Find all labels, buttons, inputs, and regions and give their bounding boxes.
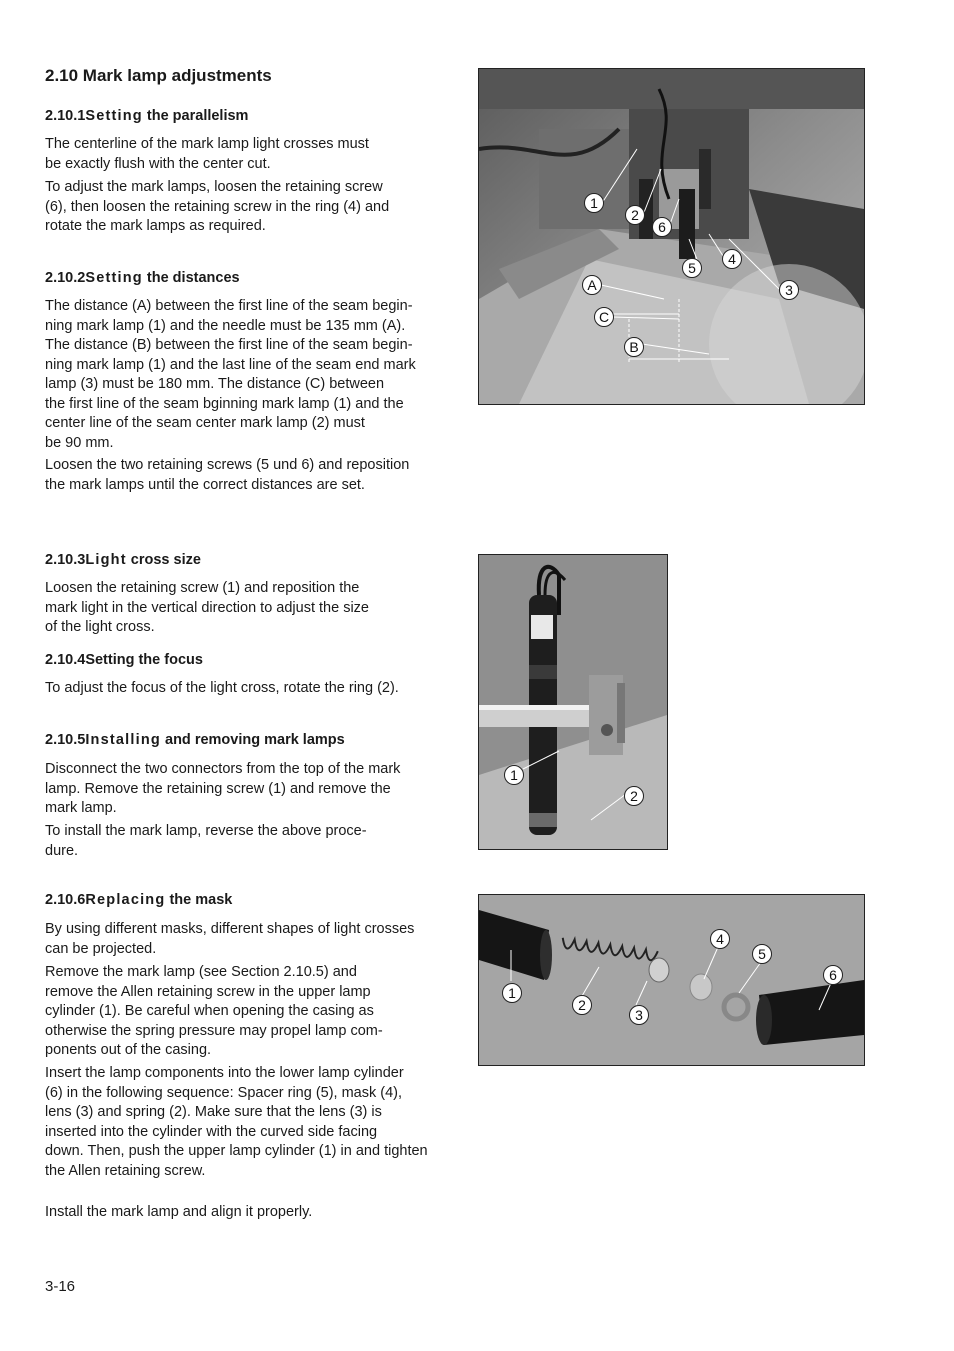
paragraph-2-10-6-d [45,1203,465,1223]
line: The distance (B) between the first line of the seam begin- [45,337,413,353]
paragraph-2-10-2-a [45,297,465,453]
heading-number: 2.10.1 [45,108,86,124]
line: The distance (A) between the first line of the seam begin- [45,298,413,314]
line: can be projected. [45,940,157,957]
figure-machine-overview [478,68,865,405]
heading-rest: the distances [146,270,240,286]
line: (6) in the following sequence: Spacer ring (5), mask (4), [45,1084,403,1101]
line: inserted into the cylinder with the curved side facing [45,1123,378,1140]
line: Disconnect the two connectors from the top of the mark [45,761,401,777]
heading-number: 2.10.6 [45,892,86,908]
line: be 90 mm. [45,434,114,451]
line: ning mark lamp (1) and the needle must be 135 mm (A). [45,317,406,334]
heading-rest: the mask [169,892,233,908]
callout-2: 2 [572,995,592,1015]
paragraph-2-10-3 [45,579,465,638]
heading-word: Setting [85,270,143,286]
line: mark light in the vertical direction to adjust the size [45,599,369,616]
heading-2-10-6 [45,892,232,908]
callout-4: 4 [722,249,742,269]
line: the mark lamps until the correct distances are set. [45,476,365,493]
figure-mark-lamp [478,554,668,850]
line: Remove the mark lamp (see Section 2.10.5) and [45,964,357,980]
callout-A: A [582,275,602,295]
line: dure. [45,842,79,859]
section-title: 2.10 Mark lamp adjustments [45,66,272,85]
heading-2-10-5 [45,732,345,748]
callout-1: 1 [504,765,524,785]
line: the first line of the seam bginning mark lamp (1) and the [45,395,404,412]
line: By using different masks, different shapes of light crosses [45,921,415,937]
paragraph-2-10-6-a [45,920,465,959]
callout-B: B [624,337,644,357]
heading-word: Light [85,552,127,568]
heading-2-10-4: 2.10.4Setting the focus [45,652,203,668]
paragraph-2-10-4 [45,679,465,699]
paragraph-2-10-1-a [45,135,465,174]
callout-5: 5 [752,944,772,964]
paragraph-2-10-2-b [45,456,465,495]
heading-number: 2.10.3 [45,552,86,568]
callout-3: 3 [779,280,799,300]
line: center line of the seam center mark lamp (2) must [45,415,365,431]
heading-number: 2.10.2 [45,270,86,286]
line: To adjust the focus of the light cross, rotate the ring (2). [45,680,399,696]
paragraph-2-10-1-b [45,178,465,237]
line: cylinder (1). Be careful when opening the casing as [45,1003,374,1019]
callout-2: 2 [625,205,645,225]
callout-6: 6 [652,217,672,237]
paragraph-2-10-5-a [45,760,465,819]
callout-1: 1 [502,983,522,1003]
figure-lamp-exploded [478,894,865,1066]
heading-2-10-3 [45,552,201,568]
heading-word: Installing [85,732,161,748]
line: Loosen the retaining screw (1) and reposition the [45,580,360,596]
line: of the light cross. [45,619,155,635]
line: ponents out of the casing. [45,1042,212,1058]
heading-2-10-1 [45,108,248,124]
paragraph-2-10-5-b [45,822,465,861]
line: ning mark lamp (1) and the last line of the seam end mark [45,356,416,373]
line: (6), then loosen the retaining screw in the ring (4) and [45,198,390,215]
line: lens (3) and spring (2). Make sure that the lens (3) is [45,1104,382,1120]
line: the Allen retaining screw. [45,1162,206,1179]
line: lamp (3) must be 180 mm. The distance (C) between [45,376,385,392]
line: rotate the mark lamps as required. [45,218,266,234]
callout-5: 5 [682,258,702,278]
heading-2-10-2 [45,270,240,286]
line: down. Then, push the upper lamp cylinder (1) in and tighten [45,1143,428,1159]
line: To adjust the mark lamps, loosen the retaining screw [45,179,383,195]
callout-C: C [594,307,614,327]
line: To install the mark lamp, reverse the above proce- [45,823,367,839]
callout-1: 1 [584,193,604,213]
exploded-lamp-photo-illustration [479,895,864,1065]
heading-rest: the parallelism [146,108,249,124]
callout-6: 6 [823,965,843,985]
heading-rest: and removing mark lamps [165,732,345,748]
heading-number: 2.10.5 [45,732,86,748]
line: Loosen the two retaining screws (5 und 6) and reposition [45,457,410,473]
machine-photo-illustration [479,69,864,404]
line: mark lamp. [45,800,117,816]
line: lamp. Remove the retaining screw (1) and remove the [45,780,391,797]
callout-4: 4 [710,929,730,949]
heading-rest: cross size [130,552,201,568]
page-number: 3-16 [45,1278,76,1295]
paragraph-2-10-6-c [45,1064,465,1181]
paragraph-2-10-6-b [45,963,465,1061]
heading-word: Setting [85,108,143,124]
heading-word: Replacing [85,892,166,908]
line: The centerline of the mark lamp light crosses must [45,136,369,152]
mark-lamp-photo-illustration [479,555,667,849]
callout-2: 2 [624,786,644,806]
callout-3: 3 [629,1005,649,1025]
line: remove the Allen retaining screw in the upper lamp [45,983,371,1000]
line: be exactly flush with the center cut. [45,155,271,172]
line: Install the mark lamp and align it properly. [45,1204,313,1220]
line: Insert the lamp components into the lower lamp cylinder [45,1065,404,1081]
line: otherwise the spring pressure may propel lamp com- [45,1022,383,1039]
